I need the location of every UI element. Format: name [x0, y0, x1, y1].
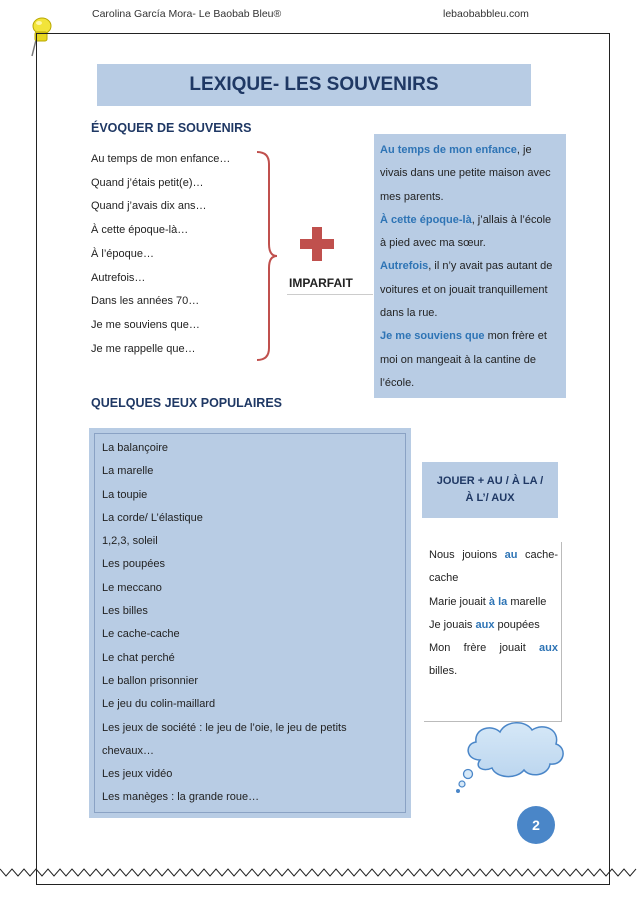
list-item: La corde/ L’élastique [102, 511, 203, 524]
example-text: Mon frère jouait [429, 642, 540, 655]
highlight-article: aux [539, 642, 558, 655]
list-item: La marelle [102, 465, 154, 478]
header-author: Carolina García Mora- Le Baobab Bleu® [92, 8, 282, 20]
section-title-jeux: QUELQUES JEUX POPULAIRES [91, 396, 283, 410]
example-text: Nous jouions [429, 549, 505, 561]
example-paragraph [380, 325, 560, 395]
list-item: À l’époque… [91, 247, 154, 260]
highlight-expression: À cette époque-là [380, 213, 472, 226]
page-title: LEXIQUE- LES SOUVENIRS [97, 64, 531, 106]
list-item: Je me rappelle que… [91, 342, 196, 355]
highlight-expression: Au temps de mon enfance [380, 144, 517, 156]
example-text: cache-cache [429, 549, 558, 585]
thought-cloud-icon [452, 716, 572, 796]
page-number-badge: 2 [517, 806, 555, 844]
example-text: marelle [507, 595, 547, 608]
example-line [429, 544, 558, 591]
list-item: Au temps de mon enfance… [91, 153, 231, 165]
divider [287, 294, 373, 295]
example-text: , j’allais à l’école à pied avec ma sœur. [380, 213, 552, 250]
zigzag-border [0, 866, 638, 880]
list-item: Le jeu du colin-maillard [102, 698, 216, 711]
list-item: Quand j’avais dix ans… [91, 200, 207, 213]
list-item: Le meccano [102, 581, 162, 594]
section-title-souvenirs: ÉVOQUER DE SOUVENIRS [91, 121, 252, 135]
list-item: Quand j’étais petit(e)… [91, 176, 204, 189]
list-item: Dans les années 70… [91, 295, 200, 308]
list-item: 1,2,3, soleil [102, 535, 158, 548]
header-website: lebaobabbleu.com [443, 8, 529, 20]
example-line [429, 591, 558, 614]
games-box [89, 428, 411, 818]
list-item: Les jeux de société : le jeu de l’oie, le jeu de petits chevaux… [102, 721, 347, 757]
list-item: Les poupées [102, 558, 165, 571]
highlight-expression: Je me souviens que [380, 330, 485, 343]
jouer-examples [424, 542, 562, 722]
list-item: Le cache-cache [102, 628, 180, 641]
example-text: poupées [494, 618, 540, 631]
list-item: Le chat perché [102, 651, 175, 664]
example-text-box [374, 134, 566, 398]
highlight-expression: Autrefois [380, 260, 429, 273]
list-item: Le ballon prisonnier [102, 674, 199, 687]
highlight-article: au [504, 549, 518, 561]
example-text: , il n’y avait pas autant de voitures et on jouait tranquillement dans la rue. [380, 260, 553, 320]
right-brace-icon [255, 150, 279, 362]
example-text: mon frère et moi on mangeait à la cantine de l’école. [380, 330, 547, 389]
games-inner-frame [94, 433, 406, 813]
example-text: billes. [429, 665, 458, 678]
list-item: Les manèges : la grande roue… [102, 791, 260, 804]
example-line [429, 637, 558, 684]
example-text: , je vivais dans une petite maison avec mes parents. [380, 144, 551, 203]
highlight-article: aux [475, 618, 495, 631]
jouer-grammar-box: JOUER + AU / À LA / À L’/ AUX [422, 462, 558, 518]
example-paragraph [380, 255, 560, 325]
highlight-article: à la [488, 595, 508, 608]
example-line [429, 614, 558, 637]
example-paragraph [380, 139, 560, 209]
list-item: Autrefois… [91, 271, 146, 284]
example-text: Je jouais [429, 618, 476, 631]
souvenir-expressions-list [91, 148, 230, 361]
example-paragraph [380, 209, 560, 256]
list-item: Je me souviens que… [91, 318, 200, 331]
list-item: La balançoire [102, 442, 169, 454]
imparfait-label: IMPARFAIT [289, 276, 353, 290]
games-list [102, 437, 398, 810]
example-text: Marie jouait [429, 595, 489, 608]
list-item: Les billes [102, 605, 148, 618]
list-item: La toupie [102, 488, 148, 501]
list-item: Les jeux vidéo [102, 768, 173, 781]
list-item: À cette époque-là… [91, 224, 189, 237]
plus-icon [299, 226, 335, 262]
